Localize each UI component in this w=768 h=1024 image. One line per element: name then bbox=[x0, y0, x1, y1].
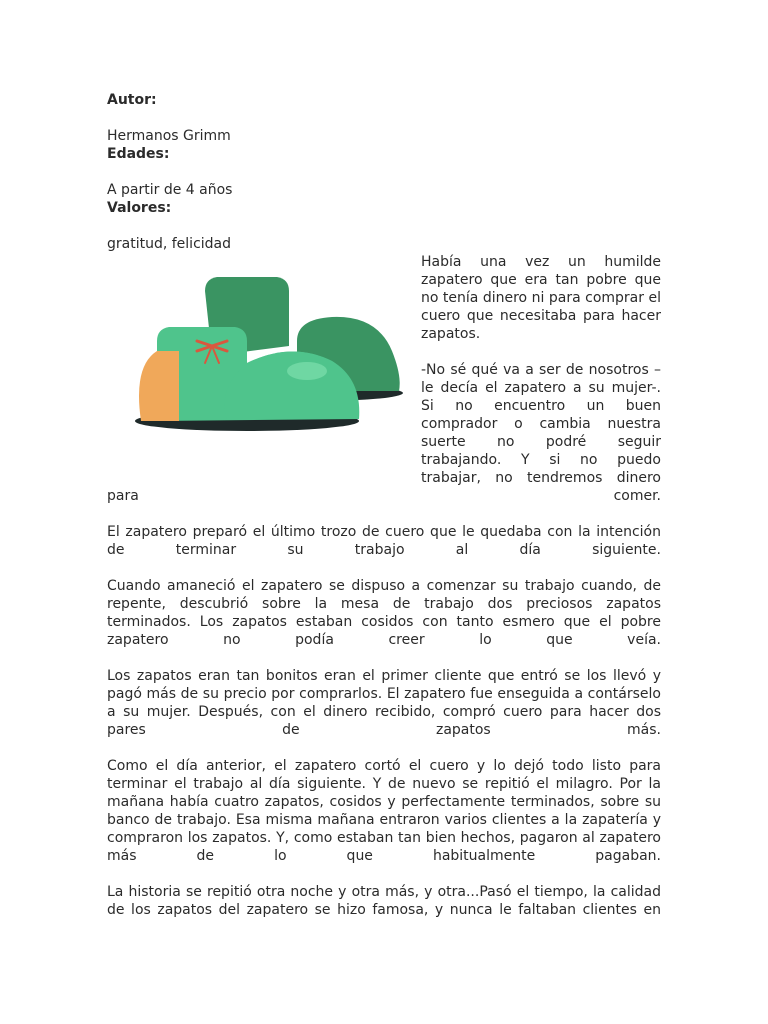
author-value: Hermanos Grimm bbox=[107, 128, 231, 144]
intro-section bbox=[107, 253, 661, 505]
intro-text-column bbox=[421, 253, 661, 487]
story-page bbox=[107, 91, 661, 937]
story-paragraph: El zapatero preparó el último trozo de cuero que le quedaba con la intención de terminar su trabajo al día siguiente. bbox=[107, 524, 661, 558]
ages-label: Edades: bbox=[107, 146, 170, 162]
green-shoes-illustration bbox=[117, 271, 407, 446]
story-paragraph: Como el día anterior, el zapatero cortó el cuero y lo dejó todo listo para terminar el trabajo al día siguiente. Y de nuevo se repitió el milagro. Por la mañana había cuatro zapatos, cosidos y perfectamente terminados, sobre su banco de trabajo. Esa misma mañana entraron varios clientes a la zapatería y compraron los zapatos. Y, como estaban tan bien hechos, pagaron al zapatero más de lo que habitualmente pagaban. bbox=[107, 758, 661, 864]
intro-paragraph-2-end: para comer. bbox=[107, 488, 661, 504]
intro-paragraph-1: Había una vez un humilde zapatero que era tan pobre que no tenía dinero ni para comprar el cuero que necesitaba para hacer zapatos. bbox=[421, 254, 661, 342]
values-label: Valores: bbox=[107, 200, 172, 216]
values-value: gratitud, felicidad bbox=[107, 236, 232, 252]
story-paragraph: La historia se repitió otra noche y otra más, y otra...Pasó el tiempo, la calidad de los zapatos del zapatero se hizo famosa, y nunca le faltaban clientes en bbox=[107, 884, 661, 918]
intro-paragraph-2: -No sé qué va a ser de nosotros – le decía el zapatero a su mujer-. Si no encuentro un buen comprador o cambia nuestra suerte no podré seguir trabajando. Y si no puedo trabajar, no tendremos dinero bbox=[421, 362, 661, 486]
story-paragraph: Los zapatos eran tan bonitos eran el primer cliente que entró se los llevó y pagó más de su precio por comprarlos. El zapatero fue enseguida a contárselo a su mujer. Después, con el dinero recibido, compró cuero para hacer dos pares de zapatos más. bbox=[107, 668, 661, 738]
ages-value: A partir de 4 años bbox=[107, 182, 233, 198]
author-label: Autor: bbox=[107, 92, 157, 108]
story-paragraph: Cuando amaneció el zapatero se dispuso a comenzar su trabajo cuando, de repente, descubrió sobre la mesa de trabajo dos preciosos zapatos terminados. Los zapatos estaban cosidos con tanto esmero que el pobre zapatero no podía creer lo que veía. bbox=[107, 578, 661, 648]
